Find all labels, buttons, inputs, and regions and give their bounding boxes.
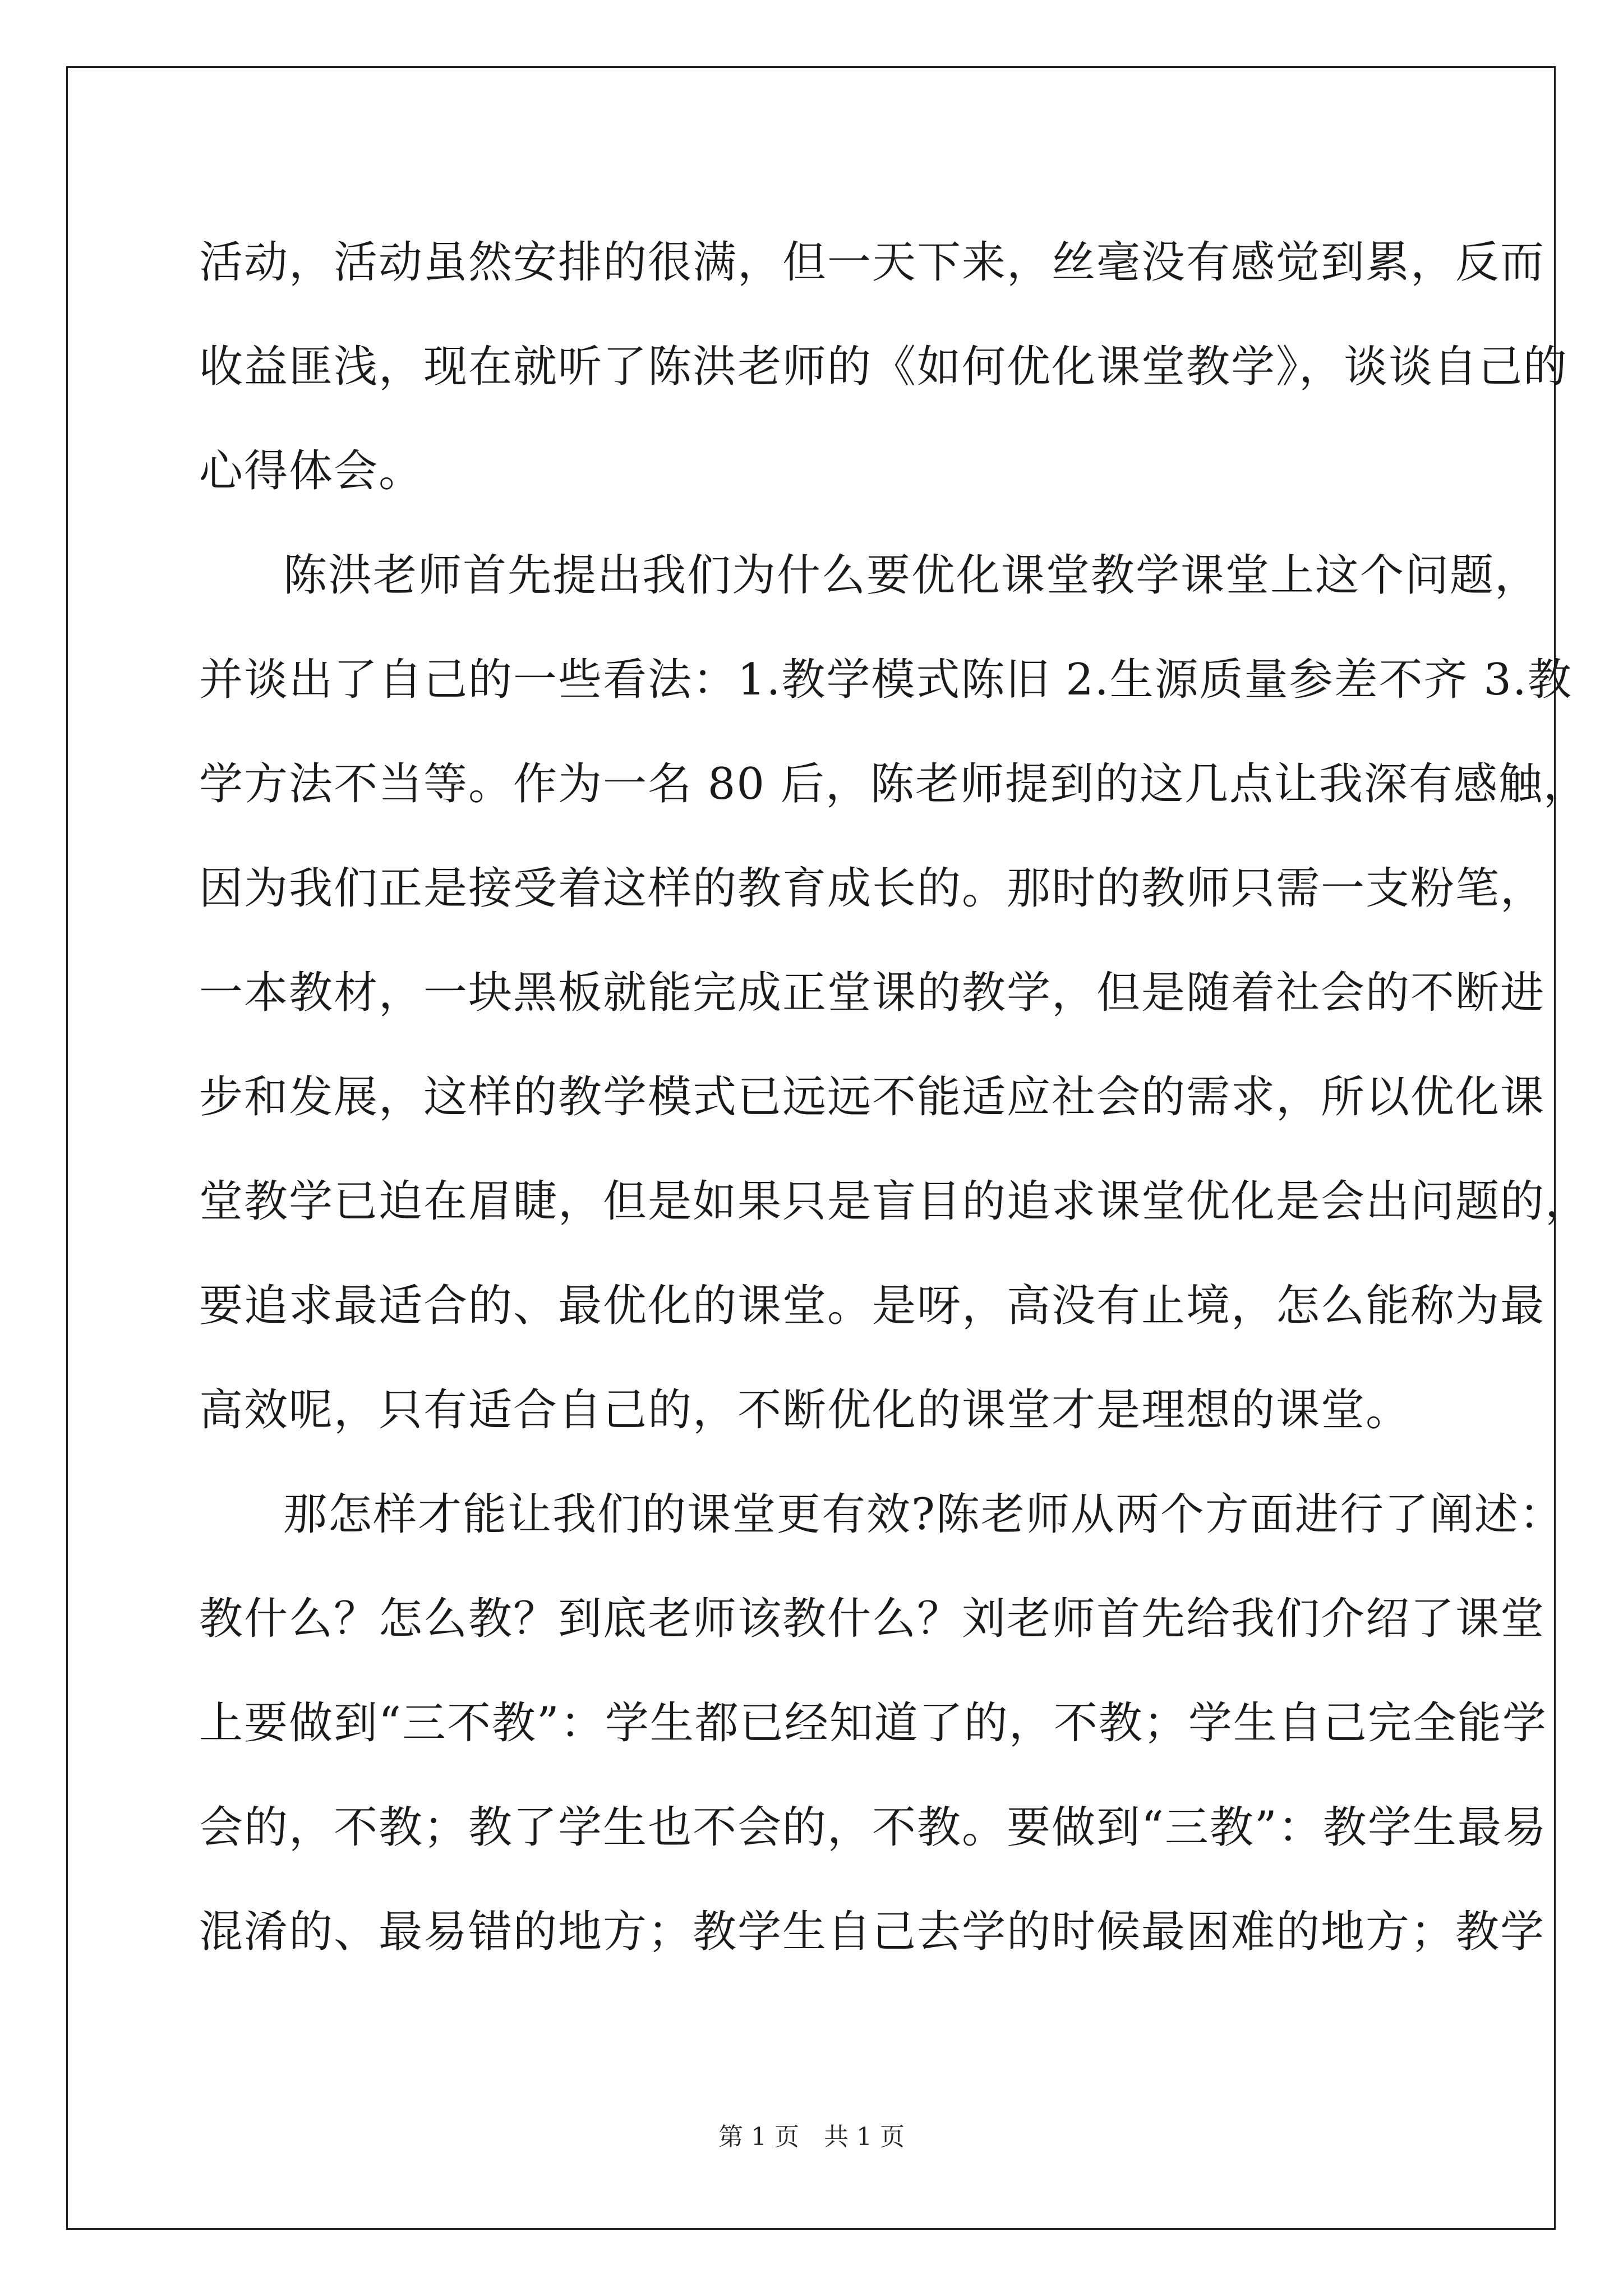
page-number-footer: 第 1 页 共 1 页: [718, 2123, 905, 2151]
text-line: 要追求最适合的、最优化的课堂。是呀，高没有止境，怎么能称为最: [199, 1281, 1546, 1331]
text-line: 一本教材，一块黑板就能完成正堂课的教学，但是随着社会的不断进: [199, 968, 1546, 1018]
text-line: 会的，不教；教了学生也不会的，不教。要做到“三教”：教学生最易: [199, 1802, 1547, 1853]
text-line: 学方法不当等。作为一名 80 后，陈老师提到的这几点让我深有感触，: [199, 759, 1588, 809]
text-line: 并谈出了自己的一些看法：1.教学模式陈旧 2.生源质量参差不齐 3.教: [199, 655, 1573, 705]
document-body: [199, 210, 1590, 1984]
text-line: 高效呢，只有适合自己的，不断优化的课堂才是理想的课堂。: [199, 1385, 1411, 1435]
text-line: 那怎样才能让我们的课堂更有效?陈老师从两个方面进行了阐述：: [283, 1489, 1564, 1540]
text-line: 混淆的、最易错的地方；教学生自己去学的时候最困难的地方；教学: [199, 1907, 1546, 1957]
text-line: 上要做到“三不教”：学生都已经知道了的，不教；学生自己完全能学: [199, 1698, 1547, 1749]
text-line: 堂教学已迫在眉睫，但是如果只是盲目的追求课堂优化是会出问题的，: [199, 1176, 1590, 1227]
text-line: 因为我们正是接受着这样的教育成长的。那时的教师只需一支粉笔，: [199, 863, 1546, 914]
text-line: 陈洪老师首先提出我们为什么要优化课堂教学课堂上这个问题，: [283, 550, 1540, 601]
text-line: 心得体会。: [199, 446, 424, 496]
text-line: 收益匪浅，现在就听了陈洪老师的《如何优化课堂教学》，谈谈自己的: [199, 342, 1569, 392]
text-line: 教什么？怎么教？到底老师该教什么？刘老师首先给我们介绍了课堂: [199, 1594, 1546, 1644]
text-line: 步和发展，这样的教学模式已远远不能适应社会的需求，所以优化课: [199, 1072, 1546, 1122]
text-line: 活动，活动虽然安排的很满，但一天下来，丝毫没有感觉到累，反而: [199, 237, 1546, 288]
